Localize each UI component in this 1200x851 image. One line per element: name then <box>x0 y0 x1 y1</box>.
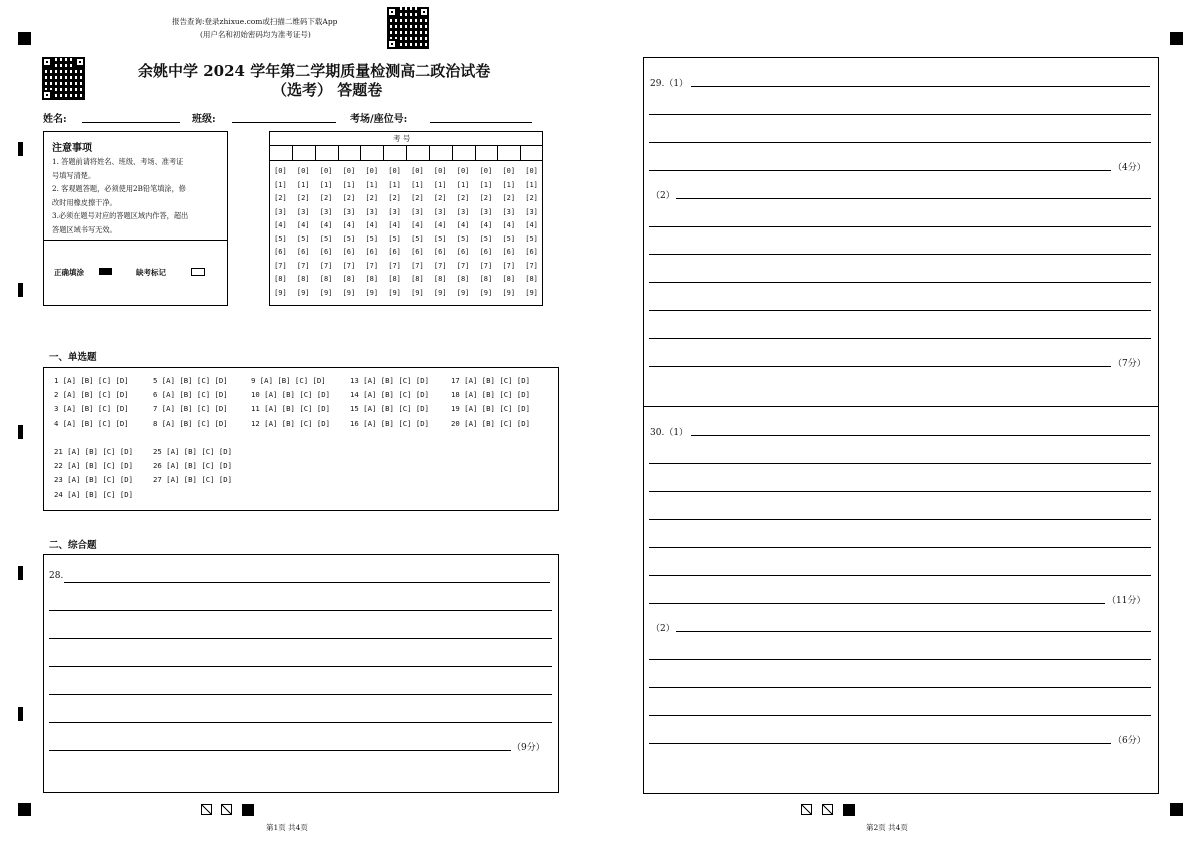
exam-digit-bubble[interactable]: [6] <box>525 248 538 256</box>
mc-question-row[interactable]: 13 [A] [B] [C] [D] <box>350 376 430 385</box>
exam-digit-bubble[interactable]: [9] <box>525 288 538 297</box>
exam-digit-bubble[interactable]: [5] <box>388 234 401 243</box>
answer-line[interactable] <box>49 722 552 723</box>
exam-digit-bubble[interactable]: [2] <box>365 194 379 202</box>
mc-question-row[interactable]: 26 [A] [B] [C] [D] <box>153 461 233 471</box>
notice-line: 号填写清楚。 <box>52 170 96 180</box>
exam-digit-bubble[interactable]: [9] <box>433 288 447 297</box>
exam-digit-bubble[interactable]: [0] <box>296 167 310 175</box>
exam-digit-bubble[interactable]: [7] <box>365 261 379 270</box>
mc-question-row[interactable]: 15 [A] [B] [C] [D] <box>350 404 430 414</box>
page2-number: 第2页 共4页 <box>866 823 908 832</box>
corner-marker-tr <box>1170 32 1183 45</box>
exam-number-column[interactable] <box>316 165 336 300</box>
exam-digit-bubble[interactable]: [6] <box>342 248 356 256</box>
exam-digit-bubble[interactable]: [5] <box>502 234 516 243</box>
mc-question-row[interactable]: 14 [A] [B] [C] [D] <box>350 390 430 400</box>
mc-question-row[interactable]: 2 [A] [B] [C] [D] <box>54 390 129 400</box>
exam-number-column[interactable] <box>339 165 359 300</box>
answer-line[interactable] <box>649 226 1151 227</box>
mc-question-row[interactable]: 4 [A] [B] [C] [D] <box>54 418 129 428</box>
exam-digit-bubble[interactable]: [1] <box>456 180 470 189</box>
notice-line: 改时用橡皮擦干净。 <box>52 197 117 207</box>
mc-question-row[interactable]: 10 [A] [B] [C] [D] <box>251 390 331 400</box>
exam-digit-bubble[interactable]: [4] <box>411 221 424 229</box>
exam-digit-bubble[interactable]: [2] <box>342 194 356 202</box>
exam-digit-bubble[interactable]: [4] <box>479 221 493 229</box>
exam-digit-bubble[interactable]: [6] <box>274 248 287 256</box>
exam-digit-bubble[interactable]: [5] <box>525 234 538 243</box>
exam-digit-bubble[interactable]: [3] <box>479 207 493 216</box>
mc-question-row[interactable]: 8 [A] [B] [C] [D] <box>153 418 228 428</box>
q28-answer-box <box>43 554 559 793</box>
exam-digit-bubble[interactable]: [1] <box>525 180 538 189</box>
corner-marker-bl <box>18 803 31 816</box>
mc-question-row[interactable]: 3 [A] [B] [C] [D] <box>54 404 129 414</box>
exam-digit-bubble[interactable]: [4] <box>342 221 356 229</box>
exam-digit-bubble[interactable]: [6] <box>319 248 333 256</box>
q30-answer-box <box>643 406 1159 794</box>
answer-line[interactable] <box>649 575 1151 576</box>
exam-title: 余姚中学 2024 学年第二学期质量检测高二政治试卷 <box>138 62 491 80</box>
q29-answer-box <box>643 57 1159 407</box>
answer-line[interactable] <box>649 463 1151 464</box>
answer-line[interactable] <box>691 435 1150 436</box>
mc-question-row[interactable]: 19 [A] [B] [C] [D] <box>451 404 531 414</box>
exam-number-col-divider <box>315 145 316 160</box>
exam-digit-bubble[interactable]: [0] <box>319 167 333 175</box>
exam-digit-bubble[interactable]: [4] <box>274 221 287 229</box>
q28-label: 28. <box>49 571 64 581</box>
answer-line[interactable] <box>676 631 1151 632</box>
q30-1-label: 30.（1） <box>650 428 689 438</box>
timing-mark <box>18 142 23 156</box>
exam-digit-bubble[interactable]: [8] <box>388 275 401 283</box>
correct-fill-label: 正确填涂 <box>54 268 84 277</box>
exam-digit-bubble[interactable]: [0] <box>342 167 356 175</box>
mc-question-row[interactable]: 23 [A] [B] [C] [D] <box>54 475 134 485</box>
mc-question-row[interactable]: 25 [A] [B] [C] [D] <box>153 447 233 456</box>
exam-digit-bubble[interactable]: [9] <box>456 288 470 297</box>
answer-line[interactable] <box>676 198 1151 199</box>
exam-number-col-divider <box>429 145 430 160</box>
exam-digit-bubble[interactable]: [9] <box>388 288 401 297</box>
answer-line[interactable] <box>649 282 1151 283</box>
page-flag-filled <box>843 804 855 816</box>
page-flag-icon <box>801 804 812 815</box>
exam-digit-bubble[interactable]: [9] <box>502 288 516 297</box>
exam-digit-bubble[interactable]: [0] <box>479 167 493 175</box>
exam-digit-bubble[interactable]: [1] <box>274 180 287 189</box>
exam-digit-bubble[interactable]: [7] <box>388 261 401 270</box>
notice-title: 注意事项 <box>52 143 92 154</box>
exam-digit-bubble[interactable]: [1] <box>296 180 310 189</box>
page-flag-icon <box>201 804 212 815</box>
exam-digit-bubble[interactable]: [4] <box>296 221 310 229</box>
exam-digit-bubble[interactable]: [3] <box>274 207 287 216</box>
exam-digit-bubble[interactable]: [8] <box>365 275 379 283</box>
answer-line[interactable] <box>649 491 1151 492</box>
exam-digit-bubble[interactable]: [2] <box>433 194 447 202</box>
answer-line[interactable] <box>49 750 511 751</box>
exam-digit-bubble[interactable]: [4] <box>525 221 538 229</box>
exam-number-column[interactable] <box>407 165 427 300</box>
exam-digit-bubble[interactable]: [4] <box>388 221 401 229</box>
exam-digit-bubble[interactable]: [4] <box>365 221 379 229</box>
answer-line[interactable] <box>49 638 552 639</box>
exam-number-column[interactable] <box>293 165 313 300</box>
qr-code-icon[interactable] <box>387 7 429 49</box>
correct-fill-sample <box>99 268 112 275</box>
exam-digit-bubble[interactable]: [3] <box>502 207 516 216</box>
exam-digit-bubble[interactable]: [8] <box>433 275 447 283</box>
exam-digit-bubble[interactable]: [7] <box>479 261 493 270</box>
answer-line[interactable] <box>649 603 1105 604</box>
exam-digit-bubble[interactable]: [6] <box>502 248 516 256</box>
exam-digit-bubble[interactable]: [8] <box>296 275 310 283</box>
exam-digit-bubble[interactable]: [4] <box>433 221 447 229</box>
notice-divider <box>43 240 228 241</box>
exam-digit-bubble[interactable]: [6] <box>433 248 447 256</box>
mc-question-row[interactable]: 20 [A] [B] [C] [D] <box>451 418 531 428</box>
exam-digit-bubble[interactable]: [5] <box>479 234 493 243</box>
exam-digit-bubble[interactable]: [6] <box>479 248 493 256</box>
exam-digit-bubble[interactable]: [6] <box>388 248 401 256</box>
answer-line[interactable] <box>64 582 550 583</box>
exam-digit-bubble[interactable]: [0] <box>411 167 424 175</box>
exam-digit-bubble[interactable]: [1] <box>433 180 447 189</box>
exam-digit-bubble[interactable]: [7] <box>319 261 333 270</box>
exam-digit-bubble[interactable]: [2] <box>479 194 493 202</box>
exam-digit-bubble[interactable]: [8] <box>319 275 333 283</box>
exam-number-column[interactable] <box>522 165 542 300</box>
mc-question-row[interactable]: 17 [A] [B] [C] [D] <box>451 376 531 385</box>
exam-digit-bubble[interactable]: [8] <box>342 275 356 283</box>
corner-marker-br <box>1170 803 1183 816</box>
name-label: 姓名: <box>43 114 67 125</box>
exam-digit-bubble[interactable]: [3] <box>525 207 538 216</box>
exam-number-column[interactable] <box>476 165 496 300</box>
timing-mark <box>18 283 23 297</box>
exam-number-col-divider <box>475 145 476 160</box>
answer-line[interactable] <box>49 666 552 667</box>
room-seat-label: 考场/座位号: <box>350 114 408 125</box>
exam-digit-bubble[interactable]: [5] <box>296 234 310 243</box>
exam-digit-bubble[interactable]: [2] <box>274 194 287 202</box>
answer-line[interactable] <box>649 170 1111 171</box>
mc-question-row[interactable]: 27 [A] [B] [C] [D] <box>153 475 233 485</box>
exam-subtitle: （选考） 答题卷 <box>272 81 383 99</box>
mc-question-row[interactable]: 24 [A] [B] [C] [D] <box>54 489 134 499</box>
notice-items <box>52 155 224 236</box>
exam-digit-bubble[interactable]: [3] <box>388 207 401 216</box>
exam-number-col-divider <box>406 145 407 160</box>
mc-question-row[interactable]: 1 [A] [B] [C] [D] <box>54 376 129 385</box>
exam-digit-bubble[interactable]: [5] <box>319 234 333 243</box>
notice-line: 2. 客观题答题，必须使用2B铅笔填涂，修 <box>52 184 186 193</box>
exam-digit-bubble[interactable]: [7] <box>456 261 470 270</box>
answer-line[interactable] <box>49 694 552 695</box>
mc-question-row[interactable]: 21 [A] [B] [C] [D] <box>54 447 134 456</box>
room-seat-field[interactable] <box>430 122 532 123</box>
answer-line[interactable] <box>649 114 1151 115</box>
exam-digit-bubble[interactable]: [9] <box>411 288 424 297</box>
exam-digit-bubble[interactable]: [3] <box>433 207 447 216</box>
report-query-text: 报告查询:登录zhixue.com或扫描二维码下载App <box>172 17 338 26</box>
notice-line: 1. 答题前请将姓名、班级、考场、准考证 <box>52 157 184 166</box>
exam-digit-bubble[interactable]: [3] <box>365 207 379 216</box>
exam-digit-bubble[interactable]: [5] <box>411 234 424 243</box>
exam-number-col-divider <box>338 145 339 160</box>
exam-digit-bubble[interactable]: [7] <box>525 261 538 270</box>
exam-digit-bubble[interactable]: [8] <box>274 275 287 283</box>
notice-line: 3.必须在题号对应的答题区域内作答，超出 <box>52 211 189 220</box>
exam-number-label: 考 号 <box>393 134 411 143</box>
exam-digit-bubble[interactable]: [4] <box>319 221 333 229</box>
q29-2-label: （2） <box>651 191 675 201</box>
exam-digit-bubble[interactable]: [0] <box>274 167 287 175</box>
q30-2-label: （2） <box>651 624 675 634</box>
q30-1-score: （11分） <box>1107 596 1146 606</box>
exam-digit-bubble[interactable]: [6] <box>365 248 379 256</box>
exam-digit-bubble[interactable]: [9] <box>296 288 310 297</box>
corner-marker-tl <box>18 32 31 45</box>
answer-line[interactable] <box>649 519 1151 520</box>
exam-digit-bubble[interactable]: [9] <box>274 288 287 297</box>
exam-digit-bubble[interactable]: [7] <box>296 261 310 270</box>
exam-digit-bubble[interactable]: [9] <box>319 288 333 297</box>
exam-digit-bubble[interactable]: [2] <box>296 194 310 202</box>
exam-digit-bubble[interactable]: [2] <box>319 194 333 202</box>
exam-digit-bubble[interactable]: [1] <box>502 180 516 189</box>
exam-digit-bubble[interactable]: [3] <box>411 207 424 216</box>
mc-question-row[interactable]: 11 [A] [B] [C] [D] <box>251 404 331 414</box>
exam-digit-bubble[interactable]: [3] <box>342 207 356 216</box>
exam-digit-bubble[interactable]: [1] <box>342 180 356 189</box>
exam-number-col-divider <box>452 145 453 160</box>
q29-1-label: 29.（1） <box>650 79 689 89</box>
timing-mark <box>18 707 23 721</box>
exam-digit-bubble[interactable]: [1] <box>479 180 493 189</box>
exam-digit-bubble[interactable]: [6] <box>296 248 310 256</box>
absent-mark-checkbox[interactable] <box>191 268 205 276</box>
answer-line[interactable] <box>649 659 1151 660</box>
exam-number-col-divider <box>383 145 384 160</box>
exam-digit-bubble[interactable]: [4] <box>502 221 516 229</box>
exam-digit-bubble[interactable]: [0] <box>365 167 379 175</box>
exam-number-column[interactable] <box>385 165 405 300</box>
exam-digit-bubble[interactable]: [7] <box>274 261 287 270</box>
exam-digit-bubble[interactable]: [1] <box>365 180 379 189</box>
exam-number-col-divider <box>292 145 293 160</box>
answer-line[interactable] <box>649 715 1151 716</box>
mc-question-row[interactable]: 9 [A] [B] [C] [D] <box>251 376 326 385</box>
page-flag-icon <box>822 804 833 815</box>
exam-digit-bubble[interactable]: [7] <box>411 261 424 270</box>
name-field[interactable] <box>82 122 180 123</box>
exam-number-col-divider <box>360 145 361 160</box>
exam-digit-bubble[interactable]: [5] <box>365 234 379 243</box>
class-field[interactable] <box>232 122 336 123</box>
exam-digit-bubble[interactable]: [0] <box>388 167 401 175</box>
answer-line[interactable] <box>649 743 1111 744</box>
exam-digit-bubble[interactable]: [9] <box>342 288 356 297</box>
q28-score: （9分） <box>512 743 545 753</box>
exam-number-divider <box>269 160 543 161</box>
mc-question-row[interactable]: 7 [A] [B] [C] [D] <box>153 404 228 414</box>
exam-digit-bubble[interactable]: [6] <box>456 248 470 256</box>
answer-line[interactable] <box>691 86 1150 87</box>
answer-line[interactable] <box>649 142 1151 143</box>
mc-question-row[interactable]: 6 [A] [B] [C] [D] <box>153 390 228 400</box>
mc-question-row[interactable]: 16 [A] [B] [C] [D] <box>350 418 430 428</box>
q29-1-score: （4分） <box>1113 163 1146 173</box>
exam-digit-bubble[interactable]: [8] <box>479 275 493 283</box>
page-flag-icon <box>221 804 232 815</box>
notice-line: 答题区域书写无效。 <box>52 224 117 234</box>
exam-number-column[interactable] <box>453 165 473 300</box>
section1-title: 一、单选题 <box>49 352 97 363</box>
exam-number-column[interactable] <box>362 165 382 300</box>
exam-digit-bubble[interactable]: [4] <box>456 221 470 229</box>
exam-digit-bubble[interactable]: [5] <box>274 234 287 243</box>
mc-question-row[interactable]: 12 [A] [B] [C] [D] <box>251 418 331 428</box>
page1-number: 第1页 共4页 <box>266 823 308 832</box>
answer-line[interactable] <box>649 687 1151 688</box>
timing-mark <box>18 566 23 580</box>
exam-digit-bubble[interactable]: [3] <box>319 207 333 216</box>
exam-digit-bubble[interactable]: [0] <box>502 167 516 175</box>
mc-question-row[interactable]: 5 [A] [B] [C] [D] <box>153 376 228 385</box>
exam-number-column[interactable] <box>499 165 519 300</box>
exam-digit-bubble[interactable]: [0] <box>456 167 470 175</box>
answer-line[interactable] <box>649 310 1151 311</box>
exam-digit-bubble[interactable]: [2] <box>525 194 538 202</box>
exam-digit-bubble[interactable]: [2] <box>502 194 516 202</box>
exam-digit-bubble[interactable]: [5] <box>456 234 470 243</box>
exam-digit-bubble[interactable]: [5] <box>342 234 356 243</box>
exam-number-col-divider <box>520 145 521 160</box>
exam-digit-bubble[interactable]: [9] <box>365 288 379 297</box>
q29-2-score: （7分） <box>1113 359 1146 369</box>
answer-line[interactable] <box>49 610 552 611</box>
page-flag-filled <box>242 804 254 816</box>
answer-line[interactable] <box>649 338 1151 339</box>
exam-digit-bubble[interactable]: [2] <box>388 194 401 202</box>
timing-mark <box>18 425 23 439</box>
exam-digit-bubble[interactable]: [1] <box>319 180 333 189</box>
exam-digit-bubble[interactable]: [8] <box>502 275 516 283</box>
absent-mark-label: 缺考标记 <box>136 268 166 277</box>
exam-digit-bubble[interactable]: [7] <box>342 261 356 270</box>
exam-digit-bubble[interactable]: [5] <box>433 234 447 243</box>
exam-digit-bubble[interactable]: [3] <box>296 207 310 216</box>
exam-number-column[interactable] <box>270 165 290 300</box>
exam-digit-bubble[interactable]: [1] <box>411 180 424 189</box>
q30-2-score: （6分） <box>1113 736 1146 746</box>
exam-digit-bubble[interactable]: [0] <box>433 167 447 175</box>
exam-digit-bubble[interactable]: [8] <box>456 275 470 283</box>
student-qr-code-icon <box>42 57 85 100</box>
report-credential-text: (用户名和初始密码均为准考证号) <box>200 30 311 39</box>
exam-number-column[interactable] <box>430 165 450 300</box>
exam-digit-bubble[interactable]: [7] <box>433 261 447 270</box>
answer-line[interactable] <box>649 366 1111 367</box>
exam-digit-bubble[interactable]: [2] <box>411 194 424 202</box>
exam-number-col-divider <box>497 145 498 160</box>
exam-digit-bubble[interactable]: [8] <box>411 275 424 283</box>
exam-digit-bubble[interactable]: [1] <box>388 180 401 189</box>
class-label: 班级: <box>192 114 216 125</box>
mc-question-row[interactable]: 22 [A] [B] [C] [D] <box>54 461 134 471</box>
mc-question-row[interactable]: 18 [A] [B] [C] [D] <box>451 390 531 400</box>
section2-title: 二、综合题 <box>49 540 97 551</box>
exam-digit-bubble[interactable]: [2] <box>456 194 470 202</box>
answer-line[interactable] <box>649 254 1151 255</box>
exam-digit-bubble[interactable]: [8] <box>525 275 538 283</box>
exam-digit-bubble[interactable]: [0] <box>525 167 538 175</box>
exam-digit-bubble[interactable]: [9] <box>479 288 493 297</box>
answer-line[interactable] <box>649 547 1151 548</box>
exam-digit-bubble[interactable]: [7] <box>502 261 516 270</box>
exam-digit-bubble[interactable]: [3] <box>456 207 470 216</box>
exam-digit-bubble[interactable]: [6] <box>411 248 424 256</box>
